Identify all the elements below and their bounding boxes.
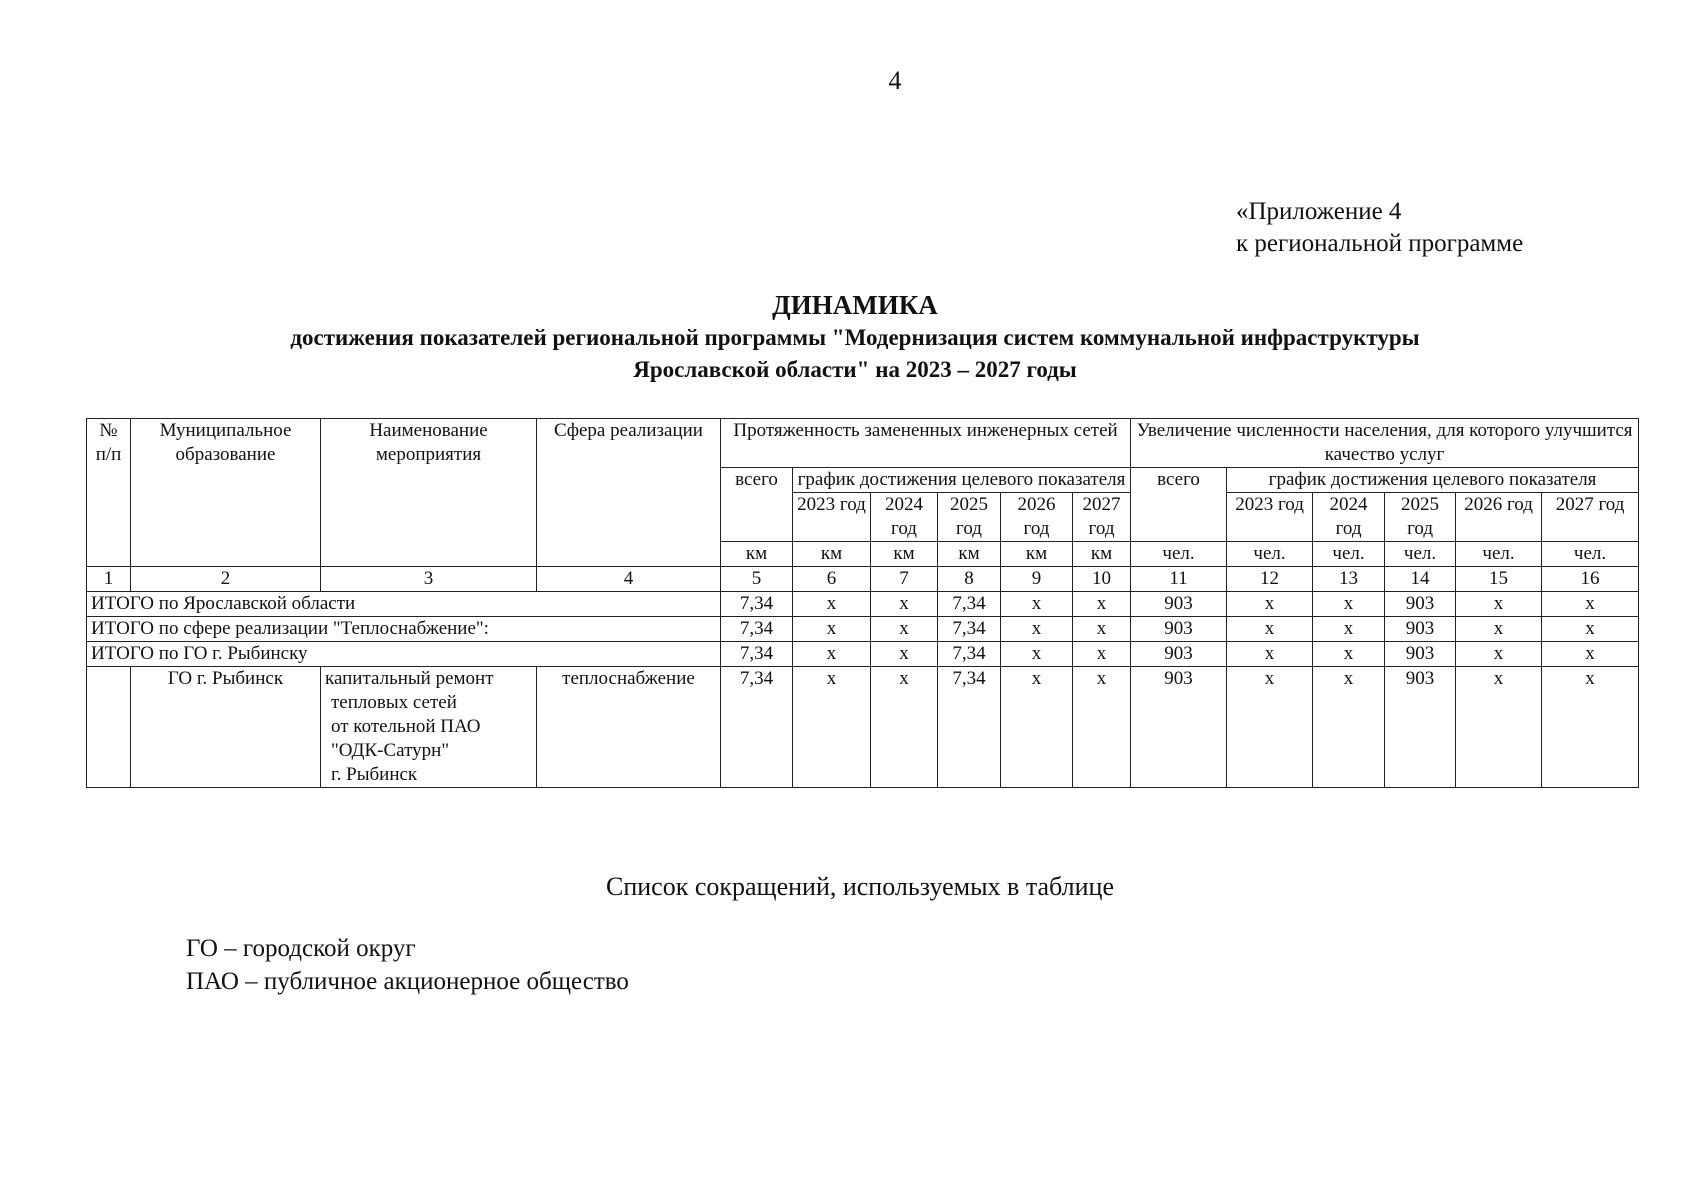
- detail-sphere: теплоснабжение: [537, 667, 721, 788]
- header-year-2026-km: 2026 год: [1001, 493, 1073, 542]
- value-cell: 7,34: [721, 642, 793, 667]
- unit-people: чел.: [1385, 542, 1456, 567]
- header-population-schedule: график достижения целевого показателя: [1227, 468, 1639, 493]
- value-cell: x: [793, 617, 871, 642]
- value-cell: 7,34: [721, 592, 793, 617]
- detail-row: [87, 667, 1639, 788]
- value-cell: 7,34: [938, 617, 1001, 642]
- title-line-3: Ярославской области" на 2023 – 2027 годы: [633, 357, 1077, 382]
- appendix-line-1: «Приложение 4: [1236, 198, 1402, 225]
- header-year-2024-km: 2024 год: [871, 493, 938, 542]
- detail-no: [87, 667, 131, 788]
- value-cell: x: [1001, 642, 1073, 667]
- header-population: Увеличение численности населения, для которого улучшится качество услуг: [1131, 419, 1639, 468]
- detail-event-line: г. Рыбинск: [331, 764, 418, 785]
- appendix-note: [1236, 196, 1523, 260]
- abbreviations-list: [186, 932, 629, 998]
- value-cell: 7,34: [721, 617, 793, 642]
- value-cell: x: [871, 667, 938, 788]
- header-event: Наименование мероприятия: [321, 419, 537, 567]
- value-cell: x: [1542, 667, 1639, 788]
- header-year-2027-km: 2027 год: [1073, 493, 1131, 542]
- header-networks-schedule: график достижения целевого показателя: [793, 468, 1131, 493]
- value-cell: x: [871, 642, 938, 667]
- header-no: № п/п: [87, 419, 131, 567]
- total-label: ИТОГО по ГО г. Рыбинску: [87, 642, 721, 667]
- unit-km: км: [871, 542, 938, 567]
- value-cell: x: [1073, 617, 1131, 642]
- title-line-2: достижения показателей региональной программы "Модернизация систем коммунальной инфраструктуры: [290, 325, 1420, 350]
- abbreviation-item: ГО – городской округ: [186, 935, 416, 962]
- value-cell: x: [793, 592, 871, 617]
- appendix-line-2: к региональной программе: [1236, 230, 1524, 257]
- column-number: 1: [87, 567, 131, 592]
- column-number: 7: [871, 567, 938, 592]
- value-cell: 903: [1385, 667, 1456, 788]
- detail-event: [321, 667, 537, 788]
- indicators-table: [86, 418, 1639, 788]
- value-cell: 903: [1131, 642, 1227, 667]
- value-cell: x: [1073, 642, 1131, 667]
- column-number-row: [87, 567, 1639, 592]
- detail-municipality: ГО г. Рыбинск: [131, 667, 321, 788]
- unit-people: чел.: [1131, 542, 1227, 567]
- value-cell: x: [1073, 667, 1131, 788]
- page-number: 4: [888, 66, 902, 95]
- header-row-1: [87, 419, 1639, 468]
- column-number: 11: [1131, 567, 1227, 592]
- document-title: [130, 288, 1580, 386]
- column-number: 3: [321, 567, 537, 592]
- header-year-2026-people: 2026 год: [1456, 493, 1542, 542]
- column-number: 6: [793, 567, 871, 592]
- total-row-region: [87, 592, 1639, 617]
- value-cell: x: [1456, 617, 1542, 642]
- unit-people: чел.: [1542, 542, 1639, 567]
- header-year-2025-km: 2025 год: [938, 493, 1001, 542]
- value-cell: x: [1313, 642, 1385, 667]
- unit-km: км: [1001, 542, 1073, 567]
- unit-people: чел.: [1313, 542, 1385, 567]
- column-number: 4: [537, 567, 721, 592]
- column-number: 15: [1456, 567, 1542, 592]
- value-cell: x: [871, 592, 938, 617]
- header-year-2023-people: 2023 год: [1227, 493, 1313, 542]
- value-cell: x: [1313, 617, 1385, 642]
- value-cell: x: [1227, 667, 1313, 788]
- value-cell: 7,34: [938, 642, 1001, 667]
- column-number: 10: [1073, 567, 1131, 592]
- column-number: 14: [1385, 567, 1456, 592]
- total-label: ИТОГО по сфере реализации "Теплоснабжение":: [87, 617, 721, 642]
- detail-event-line: капитальный ремонт: [325, 668, 494, 689]
- value-cell: 7,34: [938, 592, 1001, 617]
- value-cell: x: [1001, 667, 1073, 788]
- value-cell: 903: [1131, 617, 1227, 642]
- column-number: 9: [1001, 567, 1073, 592]
- value-cell: 7,34: [721, 667, 793, 788]
- header-year-2027-people: 2027 год: [1542, 493, 1639, 542]
- header-networks: Протяженность замененных инженерных сетей: [721, 419, 1131, 468]
- header-year-2024-people: 2024 год: [1313, 493, 1385, 542]
- value-cell: x: [1456, 592, 1542, 617]
- header-year-2023-km: 2023 год: [793, 493, 871, 542]
- detail-event-line: тепловых сетей: [331, 692, 457, 713]
- header-networks-total: всего: [721, 468, 793, 542]
- value-cell: 903: [1131, 592, 1227, 617]
- total-label: ИТОГО по Ярославской области: [87, 592, 721, 617]
- column-number: 2: [131, 567, 321, 592]
- value-cell: x: [1542, 642, 1639, 667]
- value-cell: x: [1456, 642, 1542, 667]
- detail-event-line: "ОДК-Сатурн": [331, 740, 450, 761]
- unit-people: чел.: [1227, 542, 1313, 567]
- value-cell: x: [1001, 592, 1073, 617]
- total-row-sphere: [87, 617, 1639, 642]
- abbreviation-item: ПАО – публичное акционерное общество: [186, 968, 629, 995]
- value-cell: x: [1227, 642, 1313, 667]
- unit-people: чел.: [1456, 542, 1542, 567]
- abbreviations-title: Список сокращений, используемых в таблице: [606, 872, 1114, 901]
- total-row-municipality: [87, 642, 1639, 667]
- value-cell: x: [1227, 617, 1313, 642]
- value-cell: x: [1542, 617, 1639, 642]
- title-main: ДИНАМИКА: [772, 290, 938, 320]
- value-cell: x: [1542, 592, 1639, 617]
- value-cell: x: [793, 642, 871, 667]
- value-cell: 903: [1131, 667, 1227, 788]
- value-cell: x: [1001, 617, 1073, 642]
- value-cell: x: [793, 667, 871, 788]
- header-municipality: Муниципальное образование: [131, 419, 321, 567]
- header-population-total: всего: [1131, 468, 1227, 542]
- unit-km: км: [721, 542, 793, 567]
- value-cell: x: [1456, 667, 1542, 788]
- value-cell: 903: [1385, 617, 1456, 642]
- column-number: 8: [938, 567, 1001, 592]
- value-cell: x: [871, 617, 938, 642]
- column-number: 13: [1313, 567, 1385, 592]
- value-cell: 903: [1385, 592, 1456, 617]
- value-cell: x: [1073, 592, 1131, 617]
- header-year-2025-people: 2025 год: [1385, 493, 1456, 542]
- unit-km: км: [1073, 542, 1131, 567]
- value-cell: x: [1313, 667, 1385, 788]
- value-cell: x: [1227, 592, 1313, 617]
- column-number: 16: [1542, 567, 1639, 592]
- value-cell: 7,34: [938, 667, 1001, 788]
- unit-km: км: [793, 542, 871, 567]
- column-number: 12: [1227, 567, 1313, 592]
- value-cell: 903: [1385, 642, 1456, 667]
- header-sphere: Сфера реализации: [537, 419, 721, 567]
- value-cell: x: [1313, 592, 1385, 617]
- column-number: 5: [721, 567, 793, 592]
- detail-event-line: от котельной ПАО: [331, 716, 481, 737]
- unit-km: км: [938, 542, 1001, 567]
